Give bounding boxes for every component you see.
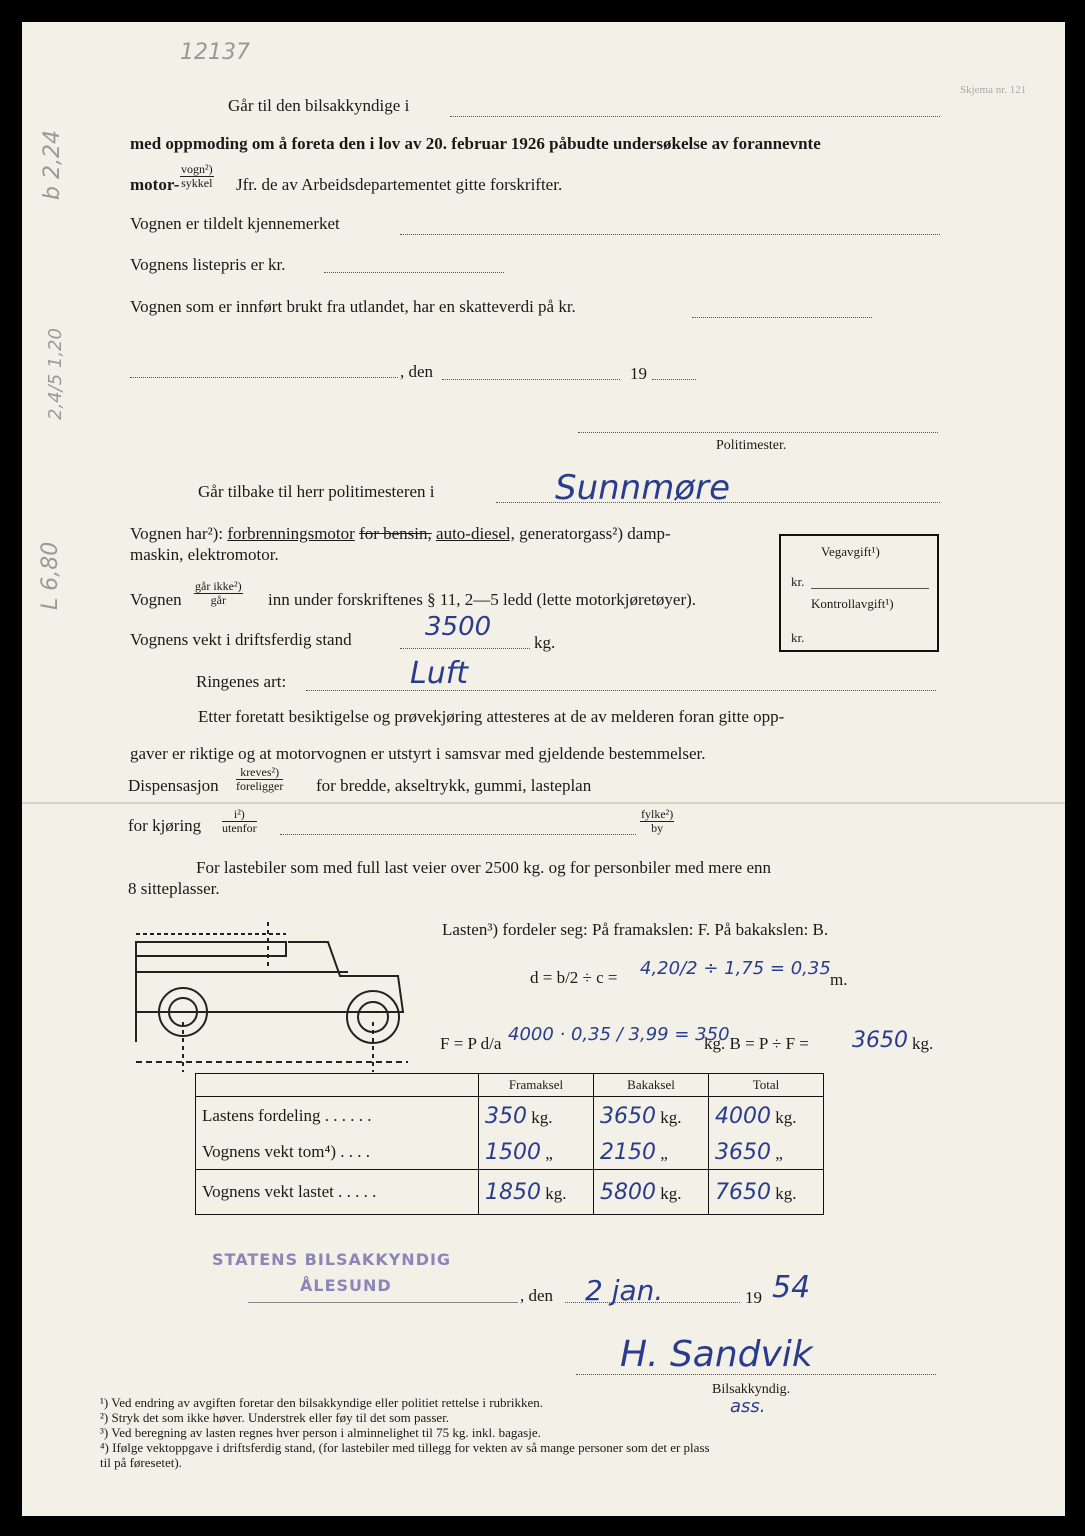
handwritten-sunnmore: Sunnmøre <box>555 468 731 508</box>
line-kjennemerket: Vognen er tildelt kjennemerket <box>130 214 340 233</box>
frac-top: kreves²) <box>236 766 283 780</box>
table-header-framaksel: Framaksel <box>479 1074 594 1097</box>
row-cell-t <box>709 1135 824 1170</box>
field-line <box>442 379 620 380</box>
handwritten-vekt: 3500 <box>425 612 492 642</box>
line-forskrifter: Jfr. de av Arbeidsdepartementet gitte forskrifter. <box>236 175 563 194</box>
row-f-value: 350 <box>485 1103 527 1129</box>
ring-label: Ringenes art: <box>196 672 287 691</box>
sign-19: 19 <box>745 1288 762 1307</box>
footnote-2: ²) Stryk det som ikke høver. Understrek eller føy til det som passer. <box>100 1410 450 1425</box>
motor-diesel: auto-diesel, <box>436 524 515 543</box>
field-line <box>692 317 872 318</box>
line-listepris: Vognens listepris er kr. <box>130 255 286 274</box>
row-b-value: 2150 <box>600 1139 656 1165</box>
field-line <box>248 1302 518 1303</box>
row-label: Lastens fordeling . . . . . . <box>196 1097 479 1136</box>
row-label: Vognens vekt lastet . . . . . <box>196 1170 479 1215</box>
kontroll-kr: kr. <box>791 630 805 645</box>
table-header-row <box>196 1074 824 1097</box>
laste-line1: For lastebiler som med full last veier over 2500 kg. og for personbiler med mere enn <box>196 858 772 877</box>
frac-bottom: by <box>651 821 664 835</box>
disp-label: Dispensasjon <box>128 776 219 795</box>
motor-bensin: for bensin, <box>359 524 432 543</box>
attest-line2: gaver er riktige og at motorvognen er utstyrt i samsvar med gjeldende bestemmelser. <box>130 744 706 763</box>
row-b-unit: „ <box>660 1143 668 1163</box>
frac-top: går ikke²) <box>195 579 242 593</box>
stamp-line2: ÅLESUND <box>300 1276 392 1295</box>
field-line <box>306 690 936 691</box>
kontroll-label: Kontrollavgift¹) <box>811 596 894 611</box>
gaar-prefix: Vognen <box>130 590 182 609</box>
row-t-unit: kg. <box>775 1183 797 1203</box>
row-cell-f <box>479 1097 594 1136</box>
row-cell-t <box>709 1170 824 1215</box>
signature: H. Sandvik <box>620 1334 813 1375</box>
footnote-4: ⁴) Ifølge vektoppgave i driftsferdig stand, (for lastebiler med tillegg for vekten av så mange personer som det er plass <box>100 1440 710 1455</box>
handwritten-formula-f: 4000 · 0,35 / 3,99 = 350 <box>508 1024 730 1045</box>
row-label: Vognens vekt tom⁴) . . . . <box>196 1135 479 1170</box>
date-den: , den <box>400 362 434 381</box>
frac-fylke <box>640 808 674 835</box>
row-f-value: 1850 <box>485 1179 541 1205</box>
vegavgift-kr: kr. <box>791 574 805 589</box>
row-b-value: 5800 <box>600 1179 656 1205</box>
frac-top: vogn²) <box>181 162 213 176</box>
row-cell-f <box>479 1135 594 1170</box>
line-skatteverdi: Vognen som er innført brukt fra utlandet, har en skatteverdi på kr. <box>130 297 576 316</box>
table-header-bakaksel: Bakaksel <box>594 1074 709 1097</box>
date-19: 19 <box>630 364 647 383</box>
row-b-unit: kg. <box>660 1107 682 1127</box>
sign-den: , den <box>520 1286 554 1305</box>
pencil-note-side-1: b 2,24 <box>40 130 65 200</box>
field-line <box>400 648 530 649</box>
vekt-unit: kg. <box>534 633 556 652</box>
row-cell-b <box>594 1135 709 1170</box>
kjor-label: for kjøring <box>128 816 202 835</box>
form-number: Skjema nr. 121 <box>960 84 1027 96</box>
row-t-value: 7650 <box>715 1179 771 1205</box>
row-t-unit: „ <box>775 1143 783 1163</box>
row-cell-t <box>709 1097 824 1136</box>
frac-bottom: sykkel <box>181 176 213 190</box>
formula-b-unit: kg. <box>912 1034 934 1053</box>
table-row <box>196 1135 824 1170</box>
last-line: Lasten³) fordeler seg: På framakslen: F. På bakakslen: B. <box>442 920 829 939</box>
line-bilsakkyndige: Går til den bilsakkyndige i <box>228 96 410 115</box>
motor-label-text: Vognen har²): <box>130 524 224 543</box>
frac-vogn-sykkel <box>180 163 214 190</box>
field-line <box>130 377 398 378</box>
pencil-note-top: 12137 <box>180 40 250 65</box>
table-header-total: Total <box>709 1074 824 1097</box>
formula-f: F = P d/a <box>440 1034 502 1053</box>
field-line <box>400 234 940 235</box>
weight-table <box>195 1073 824 1215</box>
attest-line1: Etter foretatt besiktigelse og prøvekjøring attesteres at de av melderen foran gitte opp- <box>198 707 785 726</box>
row-t-value: 3650 <box>715 1139 771 1165</box>
field-line <box>450 116 940 117</box>
disp-rest: for bredde, akseltrykk, gummi, lasteplan <box>316 776 592 795</box>
stamp-line1: STATENS BILSAKKYNDIG <box>212 1250 452 1269</box>
row-f-unit: „ <box>545 1143 553 1163</box>
bilsakkyndig-label: Bilsakkyndig. <box>712 1382 791 1397</box>
footnote-4-cont: til på føresetet). <box>100 1455 182 1470</box>
frac-disp <box>236 766 283 793</box>
pencil-note-side-2: 2,4/5 1,20 <box>45 328 66 420</box>
handwritten-ass: ass. <box>730 1396 766 1417</box>
frac-gaar <box>194 580 243 607</box>
formula-f-unit: kg. B = P ÷ F = <box>704 1034 809 1053</box>
vekt-label: Vognens vekt i driftsferdig stand <box>130 630 352 649</box>
frac-bottom: utenfor <box>222 821 257 835</box>
frac-kjor <box>222 808 257 835</box>
frac-top: fylke²) <box>641 807 674 821</box>
line-oppmoding: med oppmoding om å foreta den i lov av 20. februar 1926 påbudte undersøkelse av forannevnte <box>130 134 821 153</box>
motor-forbrenning: forbrenningsmotor <box>227 524 355 543</box>
row-cell-f <box>479 1170 594 1215</box>
row-t-value: 4000 <box>715 1103 771 1129</box>
laste-line2: 8 sitteplasser. <box>128 879 220 898</box>
handwritten-formula-d: 4,20/2 ÷ 1,75 = 0,35 <box>640 958 831 979</box>
row-f-value: 1500 <box>485 1139 541 1165</box>
pencil-note-side-3: L 6,80 <box>38 541 63 610</box>
vegavgift-label: Vegavgift¹) <box>821 544 880 559</box>
row-f-unit: kg. <box>545 1183 567 1203</box>
table-header-blank <box>196 1074 479 1097</box>
avgift-box <box>779 534 939 652</box>
field-line <box>578 432 938 433</box>
frac-top: i²) <box>222 808 257 822</box>
row-cell-b <box>594 1170 709 1215</box>
row-f-unit: kg. <box>531 1107 553 1127</box>
fold-crease <box>22 802 1065 804</box>
frac-bottom: foreligger <box>236 779 284 793</box>
formula-d-unit: m. <box>830 970 848 989</box>
field-line <box>811 588 929 589</box>
gaar-rest: inn under forskriftenes § 11, 2—5 ledd (lette motorkjøretøyer). <box>268 590 697 609</box>
motor-label <box>130 524 671 544</box>
footnote-3: ³) Ved beregning av lasten regnes hver person i alminnelighet til 75 kg. inkl. bagasje. <box>100 1425 541 1440</box>
truck-diagram <box>128 912 418 1078</box>
footnote-1: ¹) Ved endring av avgiften foretar den bilsakkyndige eller politiet rettelse i rubrikken. <box>100 1395 543 1410</box>
handwritten-luft: Luft <box>410 656 469 691</box>
handwritten-sign-year: 54 <box>772 1270 811 1305</box>
frac-bottom: går <box>210 593 226 607</box>
line-motor-prefix: motor- <box>130 175 180 194</box>
handwritten-formula-b: 3650 <box>852 1028 908 1053</box>
row-cell-b <box>594 1097 709 1136</box>
table-row <box>196 1097 824 1136</box>
formula-d: d = b/2 ÷ c = <box>530 968 618 987</box>
politimester-label: Politimester. <box>716 438 787 453</box>
field-line <box>324 272 504 273</box>
field-line <box>280 834 636 835</box>
row-b-unit: kg. <box>660 1183 682 1203</box>
row-t-unit: kg. <box>775 1107 797 1127</box>
field-line <box>652 379 696 380</box>
motor-gass: generatorgass²) damp- <box>519 524 671 543</box>
table-row <box>196 1170 824 1215</box>
line-tilbake: Går tilbake til herr politimesteren i <box>198 482 435 501</box>
motor-line2: maskin, elektromotor. <box>130 545 279 564</box>
handwritten-sign-date: 2 jan. <box>585 1274 664 1307</box>
row-b-value: 3650 <box>600 1103 656 1129</box>
